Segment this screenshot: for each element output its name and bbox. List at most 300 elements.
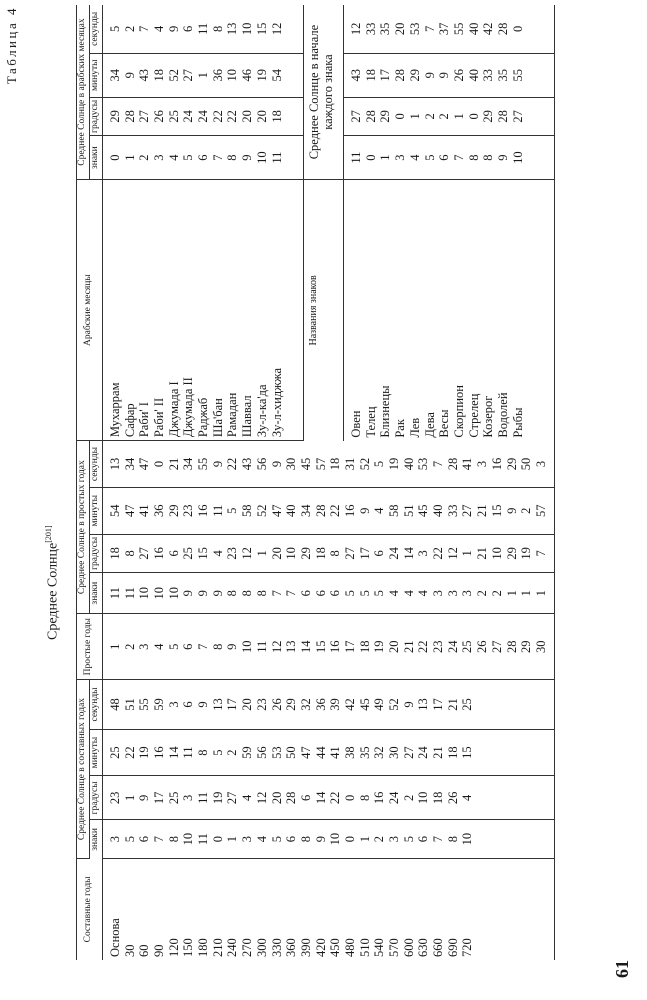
cell: 19 — [137, 746, 152, 759]
cell: 22 — [431, 547, 446, 560]
cell: 26 — [451, 68, 466, 82]
header-signs: знаки — [89, 820, 102, 858]
cell: 12 — [269, 640, 284, 653]
cell: 38 — [342, 746, 357, 759]
cell: 30 — [122, 944, 137, 957]
cell: 35 — [495, 68, 510, 82]
cell: 5 — [357, 590, 372, 597]
cell: 45 — [416, 504, 431, 518]
cell: 5 — [210, 749, 225, 756]
cell: 18 — [152, 68, 166, 82]
cell: Джумада II — [181, 377, 196, 438]
cell: 4 — [152, 25, 166, 32]
cell: 8 — [196, 749, 211, 756]
cell: 1 — [460, 550, 475, 557]
cell: 9 — [196, 590, 211, 597]
cell: 14 — [166, 746, 181, 759]
cell: 10 — [460, 832, 475, 846]
cell: 1 — [378, 154, 393, 161]
cell: 17 — [431, 698, 446, 711]
cell: 6 — [137, 835, 152, 843]
cell: 29 — [166, 504, 181, 518]
cell: 32 — [298, 698, 313, 711]
cell: 40 — [466, 68, 481, 82]
table-title — [44, 525, 62, 640]
cell: 10 — [137, 586, 152, 600]
cell: 2 — [122, 643, 137, 650]
cell: 27 — [510, 110, 525, 123]
cell: 8 — [225, 590, 240, 597]
cell: 29 — [504, 457, 519, 471]
cell: 10 — [166, 586, 181, 600]
cell: 22 — [210, 110, 225, 123]
header-compound-mean-sun: Среднее Солнце в составных годах — [77, 680, 90, 859]
cell: 4 — [240, 794, 255, 802]
cell: 3 — [533, 460, 548, 468]
header-arabic-minutes: минуты — [89, 53, 102, 97]
cell: 6 — [284, 835, 299, 843]
cell: 20 — [254, 110, 269, 123]
cell: 56 — [254, 746, 269, 759]
cell: 51 — [122, 698, 137, 711]
header-seconds: секунды — [89, 680, 102, 730]
cell: 41 — [328, 746, 343, 759]
cell: 8 — [122, 550, 137, 557]
cell: 33 — [445, 504, 460, 518]
cell: Мухаррам — [107, 382, 122, 438]
cell: 13 — [284, 640, 299, 653]
cell: 3 — [387, 835, 401, 843]
header-simple-years: Простые годы — [77, 614, 103, 680]
cell: 31 — [342, 457, 357, 471]
cell: 47 — [137, 457, 152, 471]
cell: 9 — [401, 701, 416, 708]
cell: 240 — [225, 938, 240, 957]
cell: 52 — [166, 68, 181, 82]
cell: 20 — [240, 698, 255, 711]
cell: 14 — [313, 791, 328, 805]
cell: Скорпион — [451, 385, 466, 438]
cell: 26 — [152, 110, 166, 123]
cell: 30 — [533, 640, 548, 653]
cell: 50 — [519, 457, 534, 471]
cell: 10 — [284, 547, 299, 560]
cell: 9 — [495, 154, 510, 161]
cell: 27 — [401, 746, 416, 759]
cell: 36 — [152, 504, 166, 518]
cell: 28 — [363, 110, 378, 123]
cell: 5 — [225, 507, 240, 514]
col-compound-years — [102, 858, 554, 960]
cell: 35 — [378, 22, 393, 36]
cell: 27 — [137, 547, 152, 560]
cell: 7 — [269, 590, 284, 597]
cell: 11 — [122, 587, 137, 600]
cell: 28 — [313, 504, 328, 518]
cell: 41 — [137, 504, 152, 518]
cell: 2 — [137, 154, 152, 161]
cell: 4 — [152, 643, 166, 650]
cell: 9 — [137, 794, 152, 802]
cell: 59 — [240, 746, 255, 759]
cell: 9 — [357, 507, 372, 514]
cell: 27 — [460, 504, 475, 518]
cell: 20 — [393, 22, 408, 36]
cell: 9 — [196, 701, 211, 708]
cell: 4 — [210, 550, 225, 557]
cell: 29 — [378, 110, 393, 123]
cell: 57 — [533, 504, 548, 518]
cell: 690 — [445, 938, 460, 957]
cell: 10 — [489, 547, 504, 560]
cell: 28 — [284, 791, 299, 805]
col-sign-names — [344, 180, 554, 441]
cell: 45 — [298, 457, 313, 471]
cell: 0 — [363, 154, 378, 161]
cell: 8 — [466, 154, 481, 161]
cell: 60 — [137, 944, 152, 957]
cell: 16 — [196, 504, 211, 518]
cell: 23 — [254, 698, 269, 711]
cell: 43 — [240, 457, 255, 471]
cell: Раби' II — [152, 397, 166, 438]
cell: 10 — [416, 791, 431, 805]
cell: 14 — [298, 640, 313, 653]
cell: 2 — [225, 749, 240, 756]
cell: 4 — [387, 590, 401, 597]
cell: 16 — [152, 547, 166, 560]
cell: Водолей — [495, 392, 510, 438]
title-ref: [201] — [44, 525, 53, 543]
cell: 16 — [489, 457, 504, 471]
cell: 53 — [416, 457, 431, 471]
cell: Телец — [363, 406, 378, 438]
cell: 8 — [166, 835, 181, 843]
cell: 27 — [225, 791, 240, 805]
cell: 18 — [107, 547, 122, 560]
cell: Весы — [437, 409, 452, 438]
cell: 8 — [240, 590, 255, 597]
cell: 27 — [342, 547, 357, 560]
cell: 22 — [328, 791, 343, 805]
cell: 26 — [445, 791, 460, 805]
cell: 46 — [240, 68, 255, 82]
cell: 34 — [122, 457, 137, 471]
cell: 11 — [210, 504, 225, 517]
cell: 10 — [510, 151, 525, 164]
header-simple-mean-sun: Среднее Солнце в простых годах — [77, 441, 90, 614]
cell: 8 — [210, 643, 225, 650]
cell: 24 — [416, 746, 431, 759]
cell: 12 — [445, 547, 460, 560]
cell: 9 — [210, 590, 225, 597]
cell: 4 — [166, 154, 181, 161]
cell: 17 — [357, 547, 372, 560]
cell: 29 — [481, 110, 496, 123]
cell: 8 — [328, 550, 343, 557]
cell: 5 — [181, 154, 196, 161]
cell: 450 — [328, 938, 343, 957]
cell: 19 — [387, 457, 401, 471]
cell: Дева — [422, 412, 437, 438]
cell: 150 — [181, 938, 196, 957]
cell: 18 — [445, 746, 460, 759]
cell: Рак — [393, 419, 408, 438]
col-sign-signs — [344, 136, 554, 180]
cell: 5 — [401, 835, 416, 843]
cell: 23 — [181, 504, 196, 518]
table-title-text: Среднее Солнце — [45, 542, 61, 640]
cell: 27 — [349, 110, 364, 123]
cell: 3 — [240, 835, 255, 843]
cell: Шаввал — [240, 395, 255, 438]
cell: 1 — [122, 794, 137, 802]
cell: 18 — [363, 68, 378, 82]
mean-sun-table — [76, 5, 555, 960]
cell: 25 — [181, 547, 196, 560]
cell: 570 — [387, 938, 401, 957]
cell: 1 — [254, 550, 269, 557]
cell: 24 — [181, 110, 196, 123]
cell: 10 — [225, 68, 240, 82]
cell: Близнецы — [378, 385, 393, 438]
col-simple-years — [102, 614, 554, 680]
cell: Джумада I — [166, 381, 181, 438]
cell: 19 — [519, 547, 534, 560]
cell: Зу-л-ка'да — [254, 384, 269, 438]
cell: 37 — [437, 22, 452, 36]
cell: 120 — [166, 938, 181, 957]
cell: 1 — [107, 643, 122, 650]
col-compound-minutes — [102, 729, 554, 776]
cell: 18 — [328, 457, 343, 471]
cell: 11 — [196, 22, 211, 35]
cell: 10 — [240, 22, 255, 36]
cell: 3 — [393, 154, 408, 161]
cell: 47 — [298, 746, 313, 759]
cell: 90 — [152, 944, 166, 957]
cell: 40 — [431, 504, 446, 518]
cell: 23 — [431, 640, 446, 653]
cell: 8 — [254, 590, 269, 597]
col-compound-seconds — [102, 680, 554, 730]
cell: 10 — [152, 586, 166, 600]
header-arabic-months: Арабские месяцы — [77, 180, 103, 441]
cell: 18 — [313, 547, 328, 560]
cell: 1 — [196, 72, 211, 79]
cell: 28 — [445, 457, 460, 471]
cell: 7 — [431, 835, 446, 843]
col-arabic-degrees — [102, 97, 303, 135]
cell: 7 — [533, 550, 548, 557]
cell: 9 — [313, 835, 328, 843]
table-number: Таблица 4 — [4, 6, 19, 85]
cell: 2 — [475, 590, 490, 597]
cell: 44 — [313, 746, 328, 759]
cell: 39 — [328, 698, 343, 711]
header-arabic-mean-sun: Среднее Солнце в арабских месяцах — [77, 5, 90, 180]
cell: 12 — [240, 547, 255, 560]
cell: Раджаб — [196, 397, 211, 438]
cell: 480 — [342, 938, 357, 957]
cell: 40 — [466, 22, 481, 36]
cell: 8 — [481, 154, 496, 161]
cell: 7 — [137, 25, 152, 32]
cell: 5 — [422, 154, 437, 161]
cell: 2 — [437, 113, 452, 120]
cell: 19 — [372, 640, 387, 653]
cell: 420 — [313, 938, 328, 957]
cell: 9 — [166, 25, 181, 32]
cell: 6 — [328, 590, 343, 597]
cell: 25 — [460, 640, 475, 653]
cell: 9 — [225, 643, 240, 650]
cell: 52 — [254, 504, 269, 518]
cell: 7 — [284, 590, 299, 597]
cell: 3 — [107, 835, 122, 843]
cell: Основа — [107, 918, 122, 957]
cell: 55 — [196, 457, 211, 471]
cell: 53 — [269, 746, 284, 759]
cell: 720 — [460, 938, 475, 957]
cell: 2 — [422, 113, 437, 120]
cell: 180 — [196, 938, 211, 957]
cell: 43 — [137, 68, 152, 82]
col-sign-degrees — [344, 97, 554, 135]
cell: 13 — [107, 457, 122, 471]
cell: 49 — [372, 698, 387, 711]
cell: 630 — [416, 938, 431, 957]
cell: 6 — [437, 154, 452, 161]
cell: 7 — [451, 154, 466, 161]
cell: 7 — [196, 643, 211, 650]
cell: 4 — [401, 590, 416, 597]
cell: 40 — [401, 457, 416, 471]
cell: Сафар — [122, 403, 137, 438]
cell: 3 — [152, 154, 166, 161]
cell: 34 — [298, 504, 313, 518]
cell: 33 — [363, 22, 378, 36]
cell: 21 — [401, 640, 416, 653]
cell: 4 — [416, 590, 431, 597]
cell: 7 — [422, 25, 437, 32]
cell: Зу-л-хиджжа — [269, 367, 284, 438]
cell: 1 — [122, 154, 137, 161]
cell: 9 — [504, 507, 519, 514]
cell: 30 — [387, 746, 401, 759]
cell: 18 — [269, 110, 284, 123]
cell: 34 — [181, 457, 196, 471]
cell: Ша'бан — [210, 398, 225, 438]
cell: 9 — [437, 72, 452, 79]
cell: 56 — [254, 457, 269, 471]
cell: 22 — [225, 457, 240, 471]
cell: 11 — [349, 151, 364, 164]
cell: 6 — [298, 590, 313, 597]
col-compound-signs — [102, 820, 554, 858]
cell: 26 — [475, 640, 490, 653]
cell: 28 — [495, 110, 510, 123]
cell: 3 — [137, 643, 152, 650]
col-sign-minutes — [344, 53, 554, 97]
cell: 7 — [431, 460, 446, 468]
cell: 30 — [284, 457, 299, 471]
cell: 1 — [519, 590, 534, 597]
cell: 360 — [284, 938, 299, 957]
cell: 55 — [510, 68, 525, 82]
cell: 11 — [107, 587, 122, 600]
cell: 21 — [431, 746, 446, 759]
cell: 29 — [284, 698, 299, 711]
cell: 45 — [357, 698, 372, 711]
cell: 13 — [210, 698, 225, 711]
cell: 22 — [328, 504, 343, 518]
cell: 17 — [225, 698, 240, 711]
cell: 12 — [254, 791, 269, 805]
cell: 24 — [387, 791, 401, 805]
cell: 0 — [107, 154, 122, 161]
cell: 3 — [181, 794, 196, 802]
cell: 21 — [166, 457, 181, 471]
cell: 14 — [401, 547, 416, 560]
col-simple-seconds — [102, 441, 554, 488]
cell: 7 — [210, 154, 225, 161]
cell: 16 — [328, 640, 343, 653]
cell: 16 — [342, 504, 357, 518]
cell: 6 — [181, 643, 196, 650]
cell: Овен — [349, 410, 364, 438]
header-sign-names: Названия знаков — [303, 180, 343, 441]
cell: 17 — [378, 68, 393, 82]
cell: 300 — [254, 938, 269, 957]
cell: 5 — [372, 460, 387, 468]
header-compound-years: Составные годы — [77, 858, 103, 960]
cell: Рыбы — [510, 407, 525, 438]
cell: 21 — [445, 698, 460, 711]
cell: 6 — [181, 25, 196, 32]
cell: Раби' I — [137, 402, 152, 438]
cell: 0 — [152, 460, 166, 468]
cell: 2 — [519, 507, 534, 514]
cell: 27 — [489, 640, 504, 653]
cell: 11 — [196, 833, 211, 846]
cell: 24 — [387, 547, 401, 560]
cell: 10 — [240, 640, 255, 653]
cell: 20 — [269, 791, 284, 805]
cell: 22 — [122, 746, 137, 759]
cell: 5 — [342, 590, 357, 597]
cell: 270 — [240, 938, 255, 957]
cell: 28 — [122, 110, 137, 123]
cell: 11 — [269, 151, 284, 164]
cell: 52 — [357, 457, 372, 471]
cell: 2 — [401, 794, 416, 802]
header-simple-signs: знаки — [89, 573, 102, 614]
header-minutes: минуты — [89, 729, 102, 776]
cell: 59 — [152, 698, 166, 711]
cell: 54 — [269, 68, 284, 82]
cell: 51 — [401, 504, 416, 518]
cell: 28 — [495, 22, 510, 36]
cell: 12 — [269, 22, 284, 36]
cell: 13 — [416, 698, 431, 711]
cell: 17 — [152, 791, 166, 805]
cell: 9 — [422, 72, 437, 79]
cell: 55 — [451, 22, 466, 36]
cell: 3 — [431, 590, 446, 597]
cell: 6 — [166, 550, 181, 557]
cell: 55 — [137, 698, 152, 711]
